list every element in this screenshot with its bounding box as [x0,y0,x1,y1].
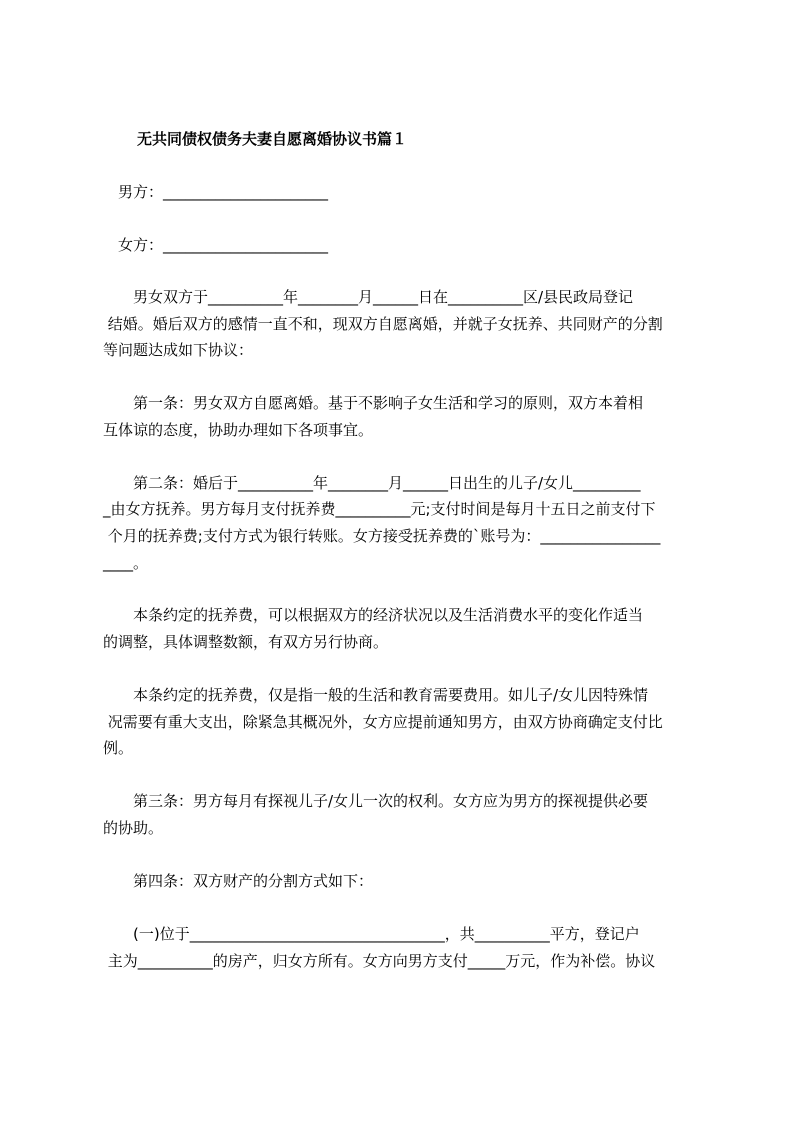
paragraph-line: 结婚。婚后双方的感情一直不和，现双方自愿离婚，并就子女抚养、共同财产的分割 [103,315,663,333]
paragraph-line: 第一条：男女双方自愿离婚。基于不影响子女生活和学习的原则，双方本着相 [103,394,644,412]
paragraph-line: 男方：______________________ [103,183,329,201]
paragraph-line: 第二条：婚后于__________年________月______日出生的儿子/女儿_________ [103,474,641,492]
paragraph-line: 互体谅的态度，协助办理如下各项事宜。 [103,421,374,439]
paragraph-line: 个月的抚养费;支付方式为银行转账。女方接受抚养费的`账号为：________________ [103,527,661,545]
paragraph-line: 第三条：男方每月有探视儿子/女儿一次的权利。女方应为男方的探视提供必要 [103,792,649,810]
paragraph-line: 的协助。 [103,819,164,837]
paragraph-line: ____。 [103,554,149,572]
paragraph-line: 本条约定的抚养费，仅是指一般的生活和教育需要费用。如儿子/女儿因特殊情 [103,686,649,704]
paragraph-line: 第四条：双方财产的分割方式如下： [103,872,374,890]
paragraph-line: 况需要有重大支出，除紧急其概况外，女方应提前通知男方，由双方协商确定支付比 [103,713,663,731]
paragraph-line: 例。 [103,739,134,757]
paragraph-line: _由女方抚养。男方每月支付抚养费__________元;支付时间是每月十五日之前支付下 [103,500,656,518]
document-title: 无共同债权债务夫妻自愿离婚协议书篇１ [137,130,408,148]
paragraph-line: 男女双方于__________年________月______日在__________区/县民政局登记 [103,288,634,306]
paragraph-line: 本条约定的抚养费，可以根据双方的经济状况以及生活消费水平的变化作适当 [103,606,644,624]
paragraph-line: 等问题达成如下协议： [103,341,254,359]
paragraph-line: (一)位于__________________________________，共__________平方，登记户 [103,925,640,943]
paragraph-line: 主为__________的房产，归女方所有。女方向男方支付_____万元，作为补偿。协议 [103,952,656,970]
paragraph-line: 女方：______________________ [103,236,329,254]
paragraph-line: 的调整，具体调整数额，有双方另行协商。 [103,633,389,651]
